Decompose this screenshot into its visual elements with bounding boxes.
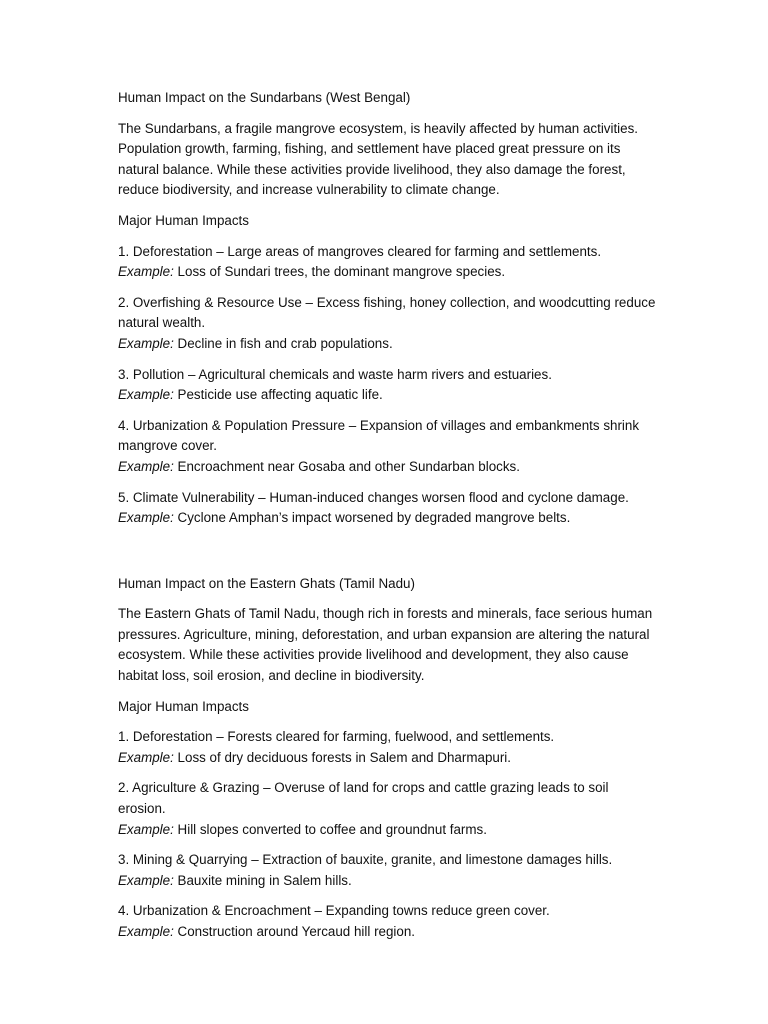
example-label: Example:	[118, 335, 174, 351]
impact-example	[118, 457, 658, 478]
impact-item	[118, 416, 658, 478]
section-sundarbans	[118, 88, 658, 529]
impact-example	[118, 820, 658, 841]
impact-example	[118, 748, 658, 769]
example-label: Example:	[118, 872, 174, 888]
impact-example	[118, 385, 658, 406]
example-label: Example:	[118, 458, 174, 474]
impact-example	[118, 262, 658, 283]
impact-text: 2. Agriculture & Grazing – Overuse of land for crops and cattle grazing leads to soil erosion.	[118, 780, 609, 817]
section-title: Human Impact on the Sundarbans (West Bengal)	[118, 90, 411, 105]
example-text: Bauxite mining in Salem hills.	[173, 872, 352, 888]
example-label: Example:	[118, 264, 174, 280]
section-title: Human Impact on the Eastern Ghats (Tamil Nadu)	[118, 575, 415, 591]
impact-text: 1. Deforestation – Large areas of mangroves cleared for farming and settlements.	[118, 243, 602, 259]
impact-example	[118, 871, 658, 892]
impact-text: 3. Pollution – Agricultural chemicals and waste harm rivers and estuaries.	[118, 366, 552, 382]
example-label: Example:	[118, 821, 174, 837]
example-label: Example:	[118, 510, 174, 526]
impact-text: 2. Overfishing & Resource Use – Excess fishing, honey collection, and woodcutting reduce natural wealth.	[118, 294, 656, 331]
example-text: Cyclone Amphan’s impact worsened by degraded mangrove belts.	[173, 510, 571, 526]
impact-item	[118, 850, 658, 891]
impact-item	[118, 242, 658, 283]
impact-text: 4. Urbanization & Population Pressure – Expansion of villages and embankments shrink mangrove cover.	[118, 417, 640, 454]
section-eastern-ghats	[118, 574, 658, 943]
section-subheading: Major Human Impacts	[118, 698, 249, 714]
impact-item	[118, 365, 658, 406]
impact-text: 1. Deforestation – Forests cleared for farming, fuelwood, and settlements.	[118, 729, 555, 745]
example-text: Encroachment near Gosaba and other Sundarban blocks.	[173, 458, 520, 474]
impact-text: 5. Climate Vulnerability – Human-induced changes worsen flood and cyclone damage.	[118, 489, 629, 505]
section-subheading: Major Human Impacts	[118, 212, 249, 228]
example-text: Decline in fish and crab populations.	[173, 335, 393, 351]
impact-item	[118, 727, 658, 768]
impact-example	[118, 334, 658, 355]
impact-text: 3. Mining & Quarrying – Extraction of bauxite, granite, and limestone damages hills.	[118, 852, 613, 868]
example-label: Example:	[118, 749, 174, 765]
section-intro: The Sundarbans, a fragile mangrove ecosystem, is heavily affected by human activities. Population growth, farming, fishing, and settlement have placed great pressure on its natural balance. While these activities provide livelihood, they also damage the forest, reduce biodiversity, and increase vulnerability to climate change.	[118, 120, 639, 198]
example-label: Example:	[118, 924, 174, 939]
impact-example	[118, 922, 658, 943]
example-text: Loss of Sundari trees, the dominant mangrove species.	[173, 264, 506, 280]
example-text: Loss of dry deciduous forests in Salem and Dharmapuri.	[173, 749, 511, 765]
document-page	[118, 88, 658, 953]
impact-example	[118, 508, 658, 529]
impact-item	[118, 901, 658, 942]
impact-item	[118, 293, 658, 355]
impact-text: 4. Urbanization & Encroachment – Expanding towns reduce green cover.	[118, 903, 550, 919]
section-spacer	[118, 539, 658, 574]
example-text: Hill slopes converted to coffee and groundnut farms.	[173, 821, 487, 837]
impact-item	[118, 488, 658, 529]
example-text: Construction around Yercaud hill region.	[173, 924, 416, 939]
section-intro: The Eastern Ghats of Tamil Nadu, though rich in forests and minerals, face serious human pressures. Agriculture, mining, deforestation, and urban expansion are altering the natural ecosystem. While these activities provide livelihood and development, they also cause habitat loss, soil erosion, and decline in biodiversity.	[118, 606, 653, 684]
example-text: Pesticide use affecting aquatic life.	[173, 387, 383, 403]
impact-item	[118, 778, 658, 840]
example-label: Example:	[118, 387, 174, 403]
